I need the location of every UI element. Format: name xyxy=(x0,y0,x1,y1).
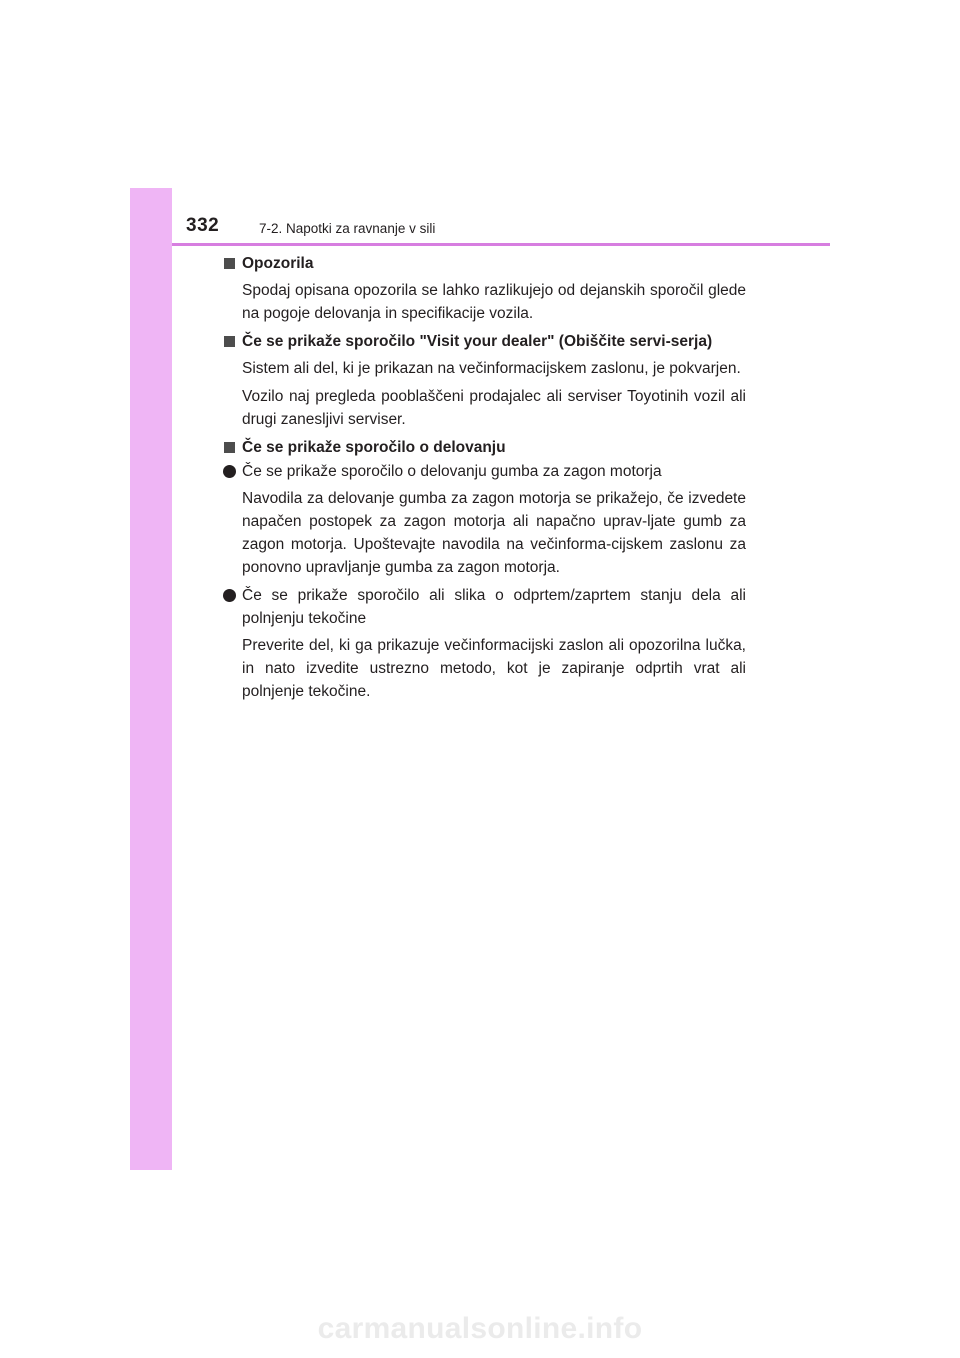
bullet-item xyxy=(222,584,746,630)
square-bullet-icon xyxy=(224,336,235,347)
bullet-title: Če se prikaže sporočilo o delovanju gumba za zagon motorja xyxy=(242,463,662,480)
section-heading-warnings xyxy=(222,252,746,275)
paragraph: Vozilo naj pregleda pooblaščeni prodajalec ali serviser Toyotinih vozil ali drugi zanesljivi serviser. xyxy=(242,388,746,428)
page-number: 332 xyxy=(186,215,220,236)
paragraph: Preverite del, ki ga prikazuje večinformacijski zaslon ali opozorilna lučka, in nato izvedite ustrezno metodo, kot je zapiranje odprtih vrat ali polnjenje tekočine. xyxy=(242,637,746,700)
chapter-side-tab xyxy=(130,188,172,1170)
bullet-item xyxy=(222,460,746,483)
paragraph: Sistem ali del, ki je prikazan na večinformacijskem zaslonu, je pokvarjen. xyxy=(242,360,741,377)
section-heading-operation-message xyxy=(222,436,746,459)
square-bullet-icon xyxy=(224,442,235,453)
bullet-title: Če se prikaže sporočilo ali slika o odprtem/zaprtem stanju dela ali polnjenju tekočine xyxy=(242,587,746,627)
square-bullet-icon xyxy=(224,258,235,269)
page-content xyxy=(222,252,746,708)
heading-text: Opozorila xyxy=(242,255,314,272)
round-bullet-icon xyxy=(223,589,236,602)
paragraph: Navodila za delovanje gumba za zagon motorja se prikažejo, če izvedete napačen postopek za zagon motorja ali napačno uprav-ljate gumb za zagon motorja. Upoštevajte navodila na večinforma-cijskem zaslonu za ponovno upravljanje gumba za zagon motorja. xyxy=(242,490,746,576)
paragraph: Spodaj opisana opozorila se lahko razlikujejo od dejanskih sporočil glede na pogoje delovanja in specifikacije vozila. xyxy=(242,282,746,322)
header-divider xyxy=(172,243,830,246)
heading-text: Če se prikaže sporočilo "Visit your dealer" (Obiščite servi-serja) xyxy=(242,333,713,350)
section-heading-visit-dealer xyxy=(222,330,746,353)
heading-text: Če se prikaže sporočilo o delovanju xyxy=(242,439,506,456)
round-bullet-icon xyxy=(223,465,236,478)
section-title: 7-2. Napotki za ravnanje v sili xyxy=(259,221,436,236)
watermark: carmanualsonline.info xyxy=(317,1312,643,1345)
